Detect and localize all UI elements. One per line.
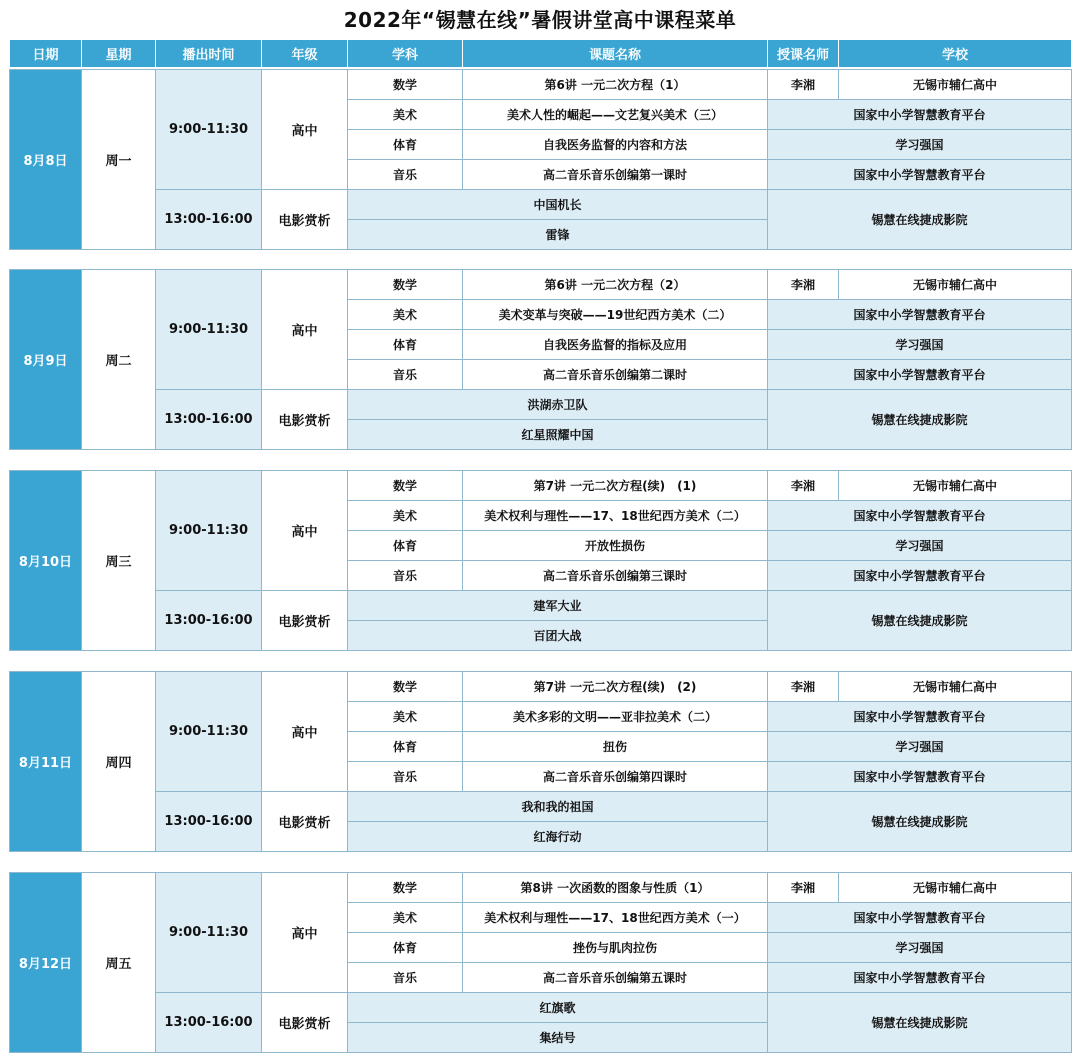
weekday-cell: 周二 bbox=[82, 270, 156, 450]
subject-cell: 体育 bbox=[348, 933, 463, 963]
header-topic: 课题名称 bbox=[463, 40, 768, 68]
pm-type-cell: 电影赏析 bbox=[262, 190, 348, 250]
cinema-cell: 锡慧在线捷成影院 bbox=[768, 190, 1072, 250]
film-row bbox=[10, 390, 1072, 420]
subject-cell: 音乐 bbox=[348, 360, 463, 390]
pm-type-cell: 电影赏析 bbox=[262, 591, 348, 651]
cinema-cell: 锡慧在线捷成影院 bbox=[768, 591, 1072, 651]
topic-cell: 高二音乐音乐创编第四课时 bbox=[463, 762, 768, 792]
platform-cell: 学习强国 bbox=[768, 330, 1072, 360]
header-airtime: 播出时间 bbox=[156, 40, 262, 68]
topic-cell: 美术人性的崛起——文艺复兴美术（三） bbox=[463, 100, 768, 130]
subject-cell: 体育 bbox=[348, 531, 463, 561]
platform-cell: 国家中小学智慧教育平台 bbox=[768, 300, 1072, 330]
topic-cell: 开放性损伤 bbox=[463, 531, 768, 561]
day-block bbox=[9, 872, 1072, 1053]
school-cell: 无锡市辅仁高中 bbox=[839, 70, 1072, 100]
subject-cell: 体育 bbox=[348, 732, 463, 762]
header-grade: 年级 bbox=[262, 40, 348, 68]
topic-cell: 高二音乐音乐创编第三课时 bbox=[463, 561, 768, 591]
subject-cell: 音乐 bbox=[348, 963, 463, 993]
grade-cell: 高中 bbox=[262, 672, 348, 792]
platform-cell: 学习强国 bbox=[768, 130, 1072, 160]
pm-time-cell: 13:00-16:00 bbox=[156, 591, 262, 651]
lesson-row bbox=[10, 672, 1072, 702]
weekday-cell: 周一 bbox=[82, 70, 156, 250]
topic-cell: 高二音乐音乐创编第一课时 bbox=[463, 160, 768, 190]
film-title-cell: 雷锋 bbox=[348, 220, 768, 250]
pm-time-cell: 13:00-16:00 bbox=[156, 792, 262, 852]
topic-cell: 美术变革与突破——19世纪西方美术（二） bbox=[463, 300, 768, 330]
platform-cell: 国家中小学智慧教育平台 bbox=[768, 963, 1072, 993]
am-time-cell: 9:00-11:30 bbox=[156, 471, 262, 591]
lesson-row bbox=[10, 270, 1072, 300]
day-block bbox=[9, 671, 1072, 852]
am-time-cell: 9:00-11:30 bbox=[156, 270, 262, 390]
pm-type-cell: 电影赏析 bbox=[262, 390, 348, 450]
subject-cell: 数学 bbox=[348, 270, 463, 300]
school-cell: 无锡市辅仁高中 bbox=[839, 873, 1072, 903]
topic-cell: 第7讲 一元二次方程(续) (1) bbox=[463, 471, 768, 501]
lesson-row bbox=[10, 471, 1072, 501]
subject-cell: 美术 bbox=[348, 501, 463, 531]
school-cell: 无锡市辅仁高中 bbox=[839, 270, 1072, 300]
topic-cell: 高二音乐音乐创编第五课时 bbox=[463, 963, 768, 993]
topic-cell: 挫伤与肌肉拉伤 bbox=[463, 933, 768, 963]
platform-cell: 国家中小学智慧教育平台 bbox=[768, 561, 1072, 591]
topic-cell: 美术权利与理性——17、18世纪西方美术（一） bbox=[463, 903, 768, 933]
film-title-cell: 建军大业 bbox=[348, 591, 768, 621]
platform-cell: 国家中小学智慧教育平台 bbox=[768, 903, 1072, 933]
platform-cell: 国家中小学智慧教育平台 bbox=[768, 702, 1072, 732]
subject-cell: 音乐 bbox=[348, 561, 463, 591]
date-cell: 8月9日 bbox=[10, 270, 82, 450]
cinema-cell: 锡慧在线捷成影院 bbox=[768, 993, 1072, 1053]
platform-cell: 国家中小学智慧教育平台 bbox=[768, 100, 1072, 130]
weekday-cell: 周五 bbox=[82, 873, 156, 1053]
film-row bbox=[10, 792, 1072, 822]
film-row bbox=[10, 190, 1072, 220]
date-cell: 8月11日 bbox=[10, 672, 82, 852]
film-title-cell: 集结号 bbox=[348, 1023, 768, 1053]
topic-cell: 第8讲 一次函数的图象与性质（1） bbox=[463, 873, 768, 903]
header-school: 学校 bbox=[839, 40, 1072, 68]
subject-cell: 美术 bbox=[348, 702, 463, 732]
lesson-row bbox=[10, 873, 1072, 903]
pm-time-cell: 13:00-16:00 bbox=[156, 190, 262, 250]
subject-cell: 美术 bbox=[348, 300, 463, 330]
topic-cell: 美术权利与理性——17、18世纪西方美术（二） bbox=[463, 501, 768, 531]
subject-cell: 美术 bbox=[348, 903, 463, 933]
day-block bbox=[9, 470, 1072, 651]
cinema-cell: 锡慧在线捷成影院 bbox=[768, 792, 1072, 852]
topic-cell: 第6讲 一元二次方程（1） bbox=[463, 70, 768, 100]
am-time-cell: 9:00-11:30 bbox=[156, 672, 262, 792]
subject-cell: 体育 bbox=[348, 130, 463, 160]
teacher-cell: 李湘 bbox=[768, 471, 839, 501]
film-title-cell: 洪湖赤卫队 bbox=[348, 390, 768, 420]
subject-cell: 数学 bbox=[348, 70, 463, 100]
topic-cell: 扭伤 bbox=[463, 732, 768, 762]
header-subject: 学科 bbox=[348, 40, 463, 68]
subject-cell: 美术 bbox=[348, 100, 463, 130]
film-title-cell: 百团大战 bbox=[348, 621, 768, 651]
pm-time-cell: 13:00-16:00 bbox=[156, 390, 262, 450]
film-title-cell: 红星照耀中国 bbox=[348, 420, 768, 450]
grade-cell: 高中 bbox=[262, 873, 348, 993]
topic-cell: 自我医务监督的指标及应用 bbox=[463, 330, 768, 360]
film-row bbox=[10, 591, 1072, 621]
subject-cell: 体育 bbox=[348, 330, 463, 360]
lesson-row bbox=[10, 70, 1072, 100]
subject-cell: 音乐 bbox=[348, 762, 463, 792]
film-title-cell: 红旗歌 bbox=[348, 993, 768, 1023]
grade-cell: 高中 bbox=[262, 471, 348, 591]
subject-cell: 数学 bbox=[348, 873, 463, 903]
platform-cell: 学习强国 bbox=[768, 732, 1072, 762]
header-teacher: 授课名师 bbox=[768, 40, 839, 68]
pm-type-cell: 电影赏析 bbox=[262, 993, 348, 1053]
subject-cell: 数学 bbox=[348, 471, 463, 501]
page-title: 2022年“锡慧在线”暑假讲堂高中课程菜单 bbox=[343, 8, 737, 32]
subject-cell: 音乐 bbox=[348, 160, 463, 190]
pm-time-cell: 13:00-16:00 bbox=[156, 993, 262, 1053]
platform-cell: 国家中小学智慧教育平台 bbox=[768, 501, 1072, 531]
date-cell: 8月10日 bbox=[10, 471, 82, 651]
teacher-cell: 李湘 bbox=[768, 270, 839, 300]
date-cell: 8月12日 bbox=[10, 873, 82, 1053]
weekday-cell: 周四 bbox=[82, 672, 156, 852]
header-date: 日期 bbox=[10, 40, 82, 68]
film-title-cell: 红海行动 bbox=[348, 822, 768, 852]
date-cell: 8月8日 bbox=[10, 70, 82, 250]
platform-cell: 国家中小学智慧教育平台 bbox=[768, 160, 1072, 190]
topic-cell: 美术多彩的文明——亚非拉美术（二） bbox=[463, 702, 768, 732]
day-block bbox=[9, 269, 1072, 450]
topic-cell: 自我医务监督的内容和方法 bbox=[463, 130, 768, 160]
school-cell: 无锡市辅仁高中 bbox=[839, 672, 1072, 702]
topic-cell: 第7讲 一元二次方程(续) (2) bbox=[463, 672, 768, 702]
platform-cell: 学习强国 bbox=[768, 933, 1072, 963]
film-title-cell: 我和我的祖国 bbox=[348, 792, 768, 822]
am-time-cell: 9:00-11:30 bbox=[156, 873, 262, 993]
pm-type-cell: 电影赏析 bbox=[262, 792, 348, 852]
teacher-cell: 李湘 bbox=[768, 70, 839, 100]
weekday-cell: 周三 bbox=[82, 471, 156, 651]
platform-cell: 国家中小学智慧教育平台 bbox=[768, 360, 1072, 390]
platform-cell: 学习强国 bbox=[768, 531, 1072, 561]
schedule-header bbox=[9, 39, 1072, 68]
film-row bbox=[10, 993, 1072, 1023]
topic-cell: 第6讲 一元二次方程（2） bbox=[463, 270, 768, 300]
film-title-cell: 中国机长 bbox=[348, 190, 768, 220]
cinema-cell: 锡慧在线捷成影院 bbox=[768, 390, 1072, 450]
platform-cell: 国家中小学智慧教育平台 bbox=[768, 762, 1072, 792]
topic-cell: 高二音乐音乐创编第二课时 bbox=[463, 360, 768, 390]
school-cell: 无锡市辅仁高中 bbox=[839, 471, 1072, 501]
teacher-cell: 李湘 bbox=[768, 873, 839, 903]
am-time-cell: 9:00-11:30 bbox=[156, 70, 262, 190]
subject-cell: 数学 bbox=[348, 672, 463, 702]
grade-cell: 高中 bbox=[262, 70, 348, 190]
grade-cell: 高中 bbox=[262, 270, 348, 390]
day-block bbox=[9, 69, 1072, 250]
header-weekday: 星期 bbox=[82, 40, 156, 68]
teacher-cell: 李湘 bbox=[768, 672, 839, 702]
